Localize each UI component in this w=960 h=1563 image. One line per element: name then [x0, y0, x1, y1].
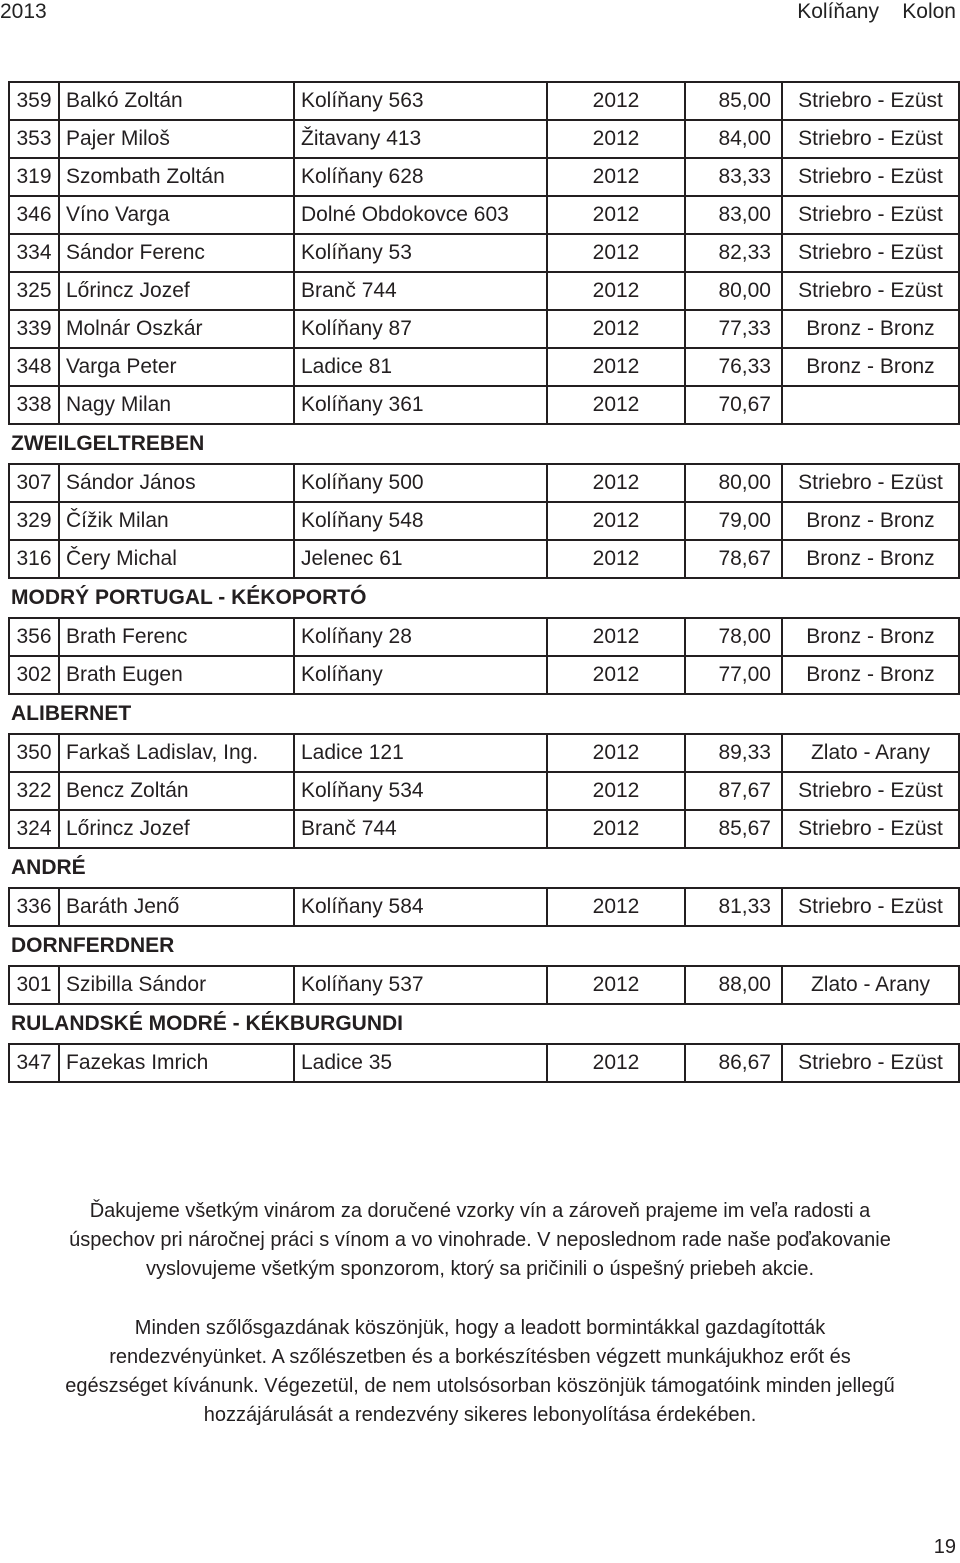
score-cell: 77,33: [685, 310, 782, 348]
entry-number-cell: 324: [9, 810, 59, 848]
table-row: [9, 386, 959, 424]
grower-address-cell: Kolíňany 628: [294, 158, 547, 196]
grower-name-cell: Fazekas Imrich: [59, 1044, 294, 1082]
footer-line: Ďakujeme všetkým vinárom za doručené vzorky vín a zároveň prajeme im veľa radosti a: [89, 1200, 871, 1222]
table-row: [9, 772, 959, 810]
score-cell: 70,67: [685, 386, 782, 424]
header-year: 2013: [0, 0, 47, 23]
score-cell: 76,33: [685, 348, 782, 386]
section-heading: ANDRÉ: [11, 856, 86, 879]
vintage-year-cell: 2012: [547, 82, 685, 120]
results-table: [8, 81, 960, 1083]
medal-cell: Striebro - Ezüst: [782, 272, 959, 310]
table-row: [9, 348, 959, 386]
page-number: 19: [933, 1536, 956, 1558]
entry-number-cell: 339: [9, 310, 59, 348]
table-row: [9, 888, 959, 926]
grower-name-cell: Brath Ferenc: [59, 618, 294, 656]
score-cell: 83,33: [685, 158, 782, 196]
table-row: [9, 810, 959, 848]
grower-address-cell: Kolíňany 361: [294, 386, 547, 424]
table-row: [9, 502, 959, 540]
score-cell: 83,00: [685, 196, 782, 234]
entry-number-cell: 359: [9, 82, 59, 120]
vintage-year-cell: 2012: [547, 310, 685, 348]
grower-address-cell: Ladice 81: [294, 348, 547, 386]
vintage-year-cell: 2012: [547, 272, 685, 310]
entry-number-cell: 348: [9, 348, 59, 386]
medal-cell: Striebro - Ezüst: [782, 82, 959, 120]
vintage-year-cell: 2012: [547, 120, 685, 158]
entry-number-cell: 356: [9, 618, 59, 656]
score-cell: 80,00: [685, 272, 782, 310]
table-row: [9, 966, 959, 1004]
grower-address-cell: Ladice 35: [294, 1044, 547, 1082]
vintage-year-cell: 2012: [547, 196, 685, 234]
medal-cell: Striebro - Ezüst: [782, 810, 959, 848]
score-cell: 78,00: [685, 618, 782, 656]
footer-line: úspechov pri náročnej práci s vínom a vo vinohrade. V neposlednom rade naše poďakovanie: [69, 1229, 891, 1251]
table-row: [9, 120, 959, 158]
thanks-hungarian: [0, 1314, 960, 1430]
footer-line: hozzájárulását a rendezvény sikeres lebonyolítása érdekében.: [203, 1404, 757, 1426]
medal-cell: Striebro - Ezüst: [782, 772, 959, 810]
table-row: [9, 272, 959, 310]
page-header: [0, 0, 960, 26]
grower-name-cell: Varga Peter: [59, 348, 294, 386]
entry-number-cell: 325: [9, 272, 59, 310]
grower-name-cell: Lőrincz Jozef: [59, 810, 294, 848]
vintage-year-cell: 2012: [547, 348, 685, 386]
section-heading: DORNFERDNER: [11, 934, 175, 957]
vintage-year-cell: 2012: [547, 734, 685, 772]
medal-cell: Bronz - Bronz: [782, 656, 959, 694]
grower-name-cell: Pajer Miloš: [59, 120, 294, 158]
medal-cell: Bronz - Bronz: [782, 540, 959, 578]
section-heading-row: [9, 694, 959, 734]
footer-line: vyslovujeme všetkým sponzorom, ktorý sa pričinili o úspešný priebeh akcie.: [145, 1258, 815, 1280]
section-heading-row: [9, 424, 959, 464]
vintage-year-cell: 2012: [547, 656, 685, 694]
vintage-year-cell: 2012: [547, 502, 685, 540]
medal-cell: Striebro - Ezüst: [782, 234, 959, 272]
grower-name-cell: Molnár Oszkár: [59, 310, 294, 348]
medal-cell: Bronz - Bronz: [782, 310, 959, 348]
entry-number-cell: 347: [9, 1044, 59, 1082]
grower-address-cell: Kolíňany 537: [294, 966, 547, 1004]
table-row: [9, 656, 959, 694]
grower-name-cell: Sándor Ferenc: [59, 234, 294, 272]
score-cell: 80,00: [685, 464, 782, 502]
section-heading-row: [9, 926, 959, 966]
footer-line: Minden szőlősgazdának köszönjük, hogy a leadott bormintákkal gazdagították: [134, 1317, 826, 1339]
grower-address-cell: Žitavany 413: [294, 120, 547, 158]
grower-name-cell: Čery Michal: [59, 540, 294, 578]
score-cell: 89,33: [685, 734, 782, 772]
vintage-year-cell: 2012: [547, 464, 685, 502]
entry-number-cell: 338: [9, 386, 59, 424]
grower-name-cell: Lőrincz Jozef: [59, 272, 294, 310]
score-cell: 86,67: [685, 1044, 782, 1082]
medal-cell: Striebro - Ezüst: [782, 120, 959, 158]
entry-number-cell: 350: [9, 734, 59, 772]
medal-cell: [782, 386, 959, 424]
grower-address-cell: Jelenec 61: [294, 540, 547, 578]
table-row: [9, 82, 959, 120]
grower-name-cell: Čížik Milan: [59, 502, 294, 540]
entry-number-cell: 329: [9, 502, 59, 540]
score-cell: 79,00: [685, 502, 782, 540]
medal-cell: Bronz - Bronz: [782, 502, 959, 540]
vintage-year-cell: 2012: [547, 966, 685, 1004]
entry-number-cell: 319: [9, 158, 59, 196]
entry-number-cell: 346: [9, 196, 59, 234]
grower-address-cell: Kolíňany 534: [294, 772, 547, 810]
grower-name-cell: Brath Eugen: [59, 656, 294, 694]
vintage-year-cell: 2012: [547, 810, 685, 848]
vintage-year-cell: 2012: [547, 386, 685, 424]
score-cell: 84,00: [685, 120, 782, 158]
entry-number-cell: 302: [9, 656, 59, 694]
table-row: [9, 196, 959, 234]
section-heading: RULANDSKÉ MODRÉ - KÉKBURGUNDI: [11, 1012, 403, 1035]
medal-cell: Striebro - Ezüst: [782, 888, 959, 926]
section-heading-row: [9, 578, 959, 618]
table-row: [9, 234, 959, 272]
section-heading-row: [9, 848, 959, 888]
entry-number-cell: 322: [9, 772, 59, 810]
vintage-year-cell: 2012: [547, 158, 685, 196]
medal-cell: Striebro - Ezüst: [782, 1044, 959, 1082]
score-cell: 78,67: [685, 540, 782, 578]
score-cell: 85,00: [685, 82, 782, 120]
vintage-year-cell: 2012: [547, 540, 685, 578]
section-heading: ALIBERNET: [11, 702, 132, 725]
grower-address-cell: Branč 744: [294, 272, 547, 310]
medal-cell: Zlato - Arany: [782, 966, 959, 1004]
medal-cell: Striebro - Ezüst: [782, 464, 959, 502]
grower-address-cell: Kolíňany 500: [294, 464, 547, 502]
medal-cell: Bronz - Bronz: [782, 348, 959, 386]
footer-line: rendezvényünket. A szőlészetben és a borkészítésben végzett munkájukhoz erőt és: [109, 1346, 851, 1368]
vintage-year-cell: 2012: [547, 618, 685, 656]
entry-number-cell: 334: [9, 234, 59, 272]
section-heading: MODRÝ PORTUGAL - KÉKOPORTÓ: [11, 586, 367, 609]
grower-name-cell: Nagy Milan: [59, 386, 294, 424]
grower-address-cell: Kolíňany 584: [294, 888, 547, 926]
table-row: [9, 618, 959, 656]
grower-address-cell: Kolíňany 28: [294, 618, 547, 656]
score-cell: 77,00: [685, 656, 782, 694]
grower-address-cell: Kolíňany 563: [294, 82, 547, 120]
medal-cell: Bronz - Bronz: [782, 618, 959, 656]
entry-number-cell: 307: [9, 464, 59, 502]
table-row: [9, 158, 959, 196]
grower-address-cell: Ladice 121: [294, 734, 547, 772]
score-cell: 81,33: [685, 888, 782, 926]
thanks-slovak: [0, 1197, 960, 1284]
grower-name-cell: Farkaš Ladislav, Ing.: [59, 734, 294, 772]
grower-name-cell: Szibilla Sándor: [59, 966, 294, 1004]
grower-name-cell: Baráth Jenő: [59, 888, 294, 926]
score-cell: 87,67: [685, 772, 782, 810]
grower-name-cell: Szombath Zoltán: [59, 158, 294, 196]
entry-number-cell: 301: [9, 966, 59, 1004]
score-cell: 82,33: [685, 234, 782, 272]
grower-name-cell: Víno Varga: [59, 196, 294, 234]
table-row: [9, 540, 959, 578]
score-cell: 85,67: [685, 810, 782, 848]
table-row: [9, 734, 959, 772]
vintage-year-cell: 2012: [547, 772, 685, 810]
grower-name-cell: Bencz Zoltán: [59, 772, 294, 810]
grower-name-cell: Sándor János: [59, 464, 294, 502]
table-row: [9, 464, 959, 502]
header-title: Kolíňany Kolon: [797, 0, 956, 23]
vintage-year-cell: 2012: [547, 1044, 685, 1082]
table-row: [9, 1044, 959, 1082]
grower-address-cell: Kolíňany 53: [294, 234, 547, 272]
footer-line: egészséget kívánunk. Végezetül, de nem utolsósorban köszönjük támogatóink minden jellegű: [65, 1375, 895, 1397]
section-heading: ZWEILGELTREBEN: [11, 432, 205, 455]
medal-cell: Zlato - Arany: [782, 734, 959, 772]
medal-cell: Striebro - Ezüst: [782, 158, 959, 196]
entry-number-cell: 353: [9, 120, 59, 158]
entry-number-cell: 316: [9, 540, 59, 578]
results-table-wrapper: [8, 81, 960, 1083]
results-table-body: [9, 82, 959, 1082]
vintage-year-cell: 2012: [547, 888, 685, 926]
score-cell: 88,00: [685, 966, 782, 1004]
entry-number-cell: 336: [9, 888, 59, 926]
medal-cell: Striebro - Ezüst: [782, 196, 959, 234]
grower-address-cell: Kolíňany 548: [294, 502, 547, 540]
vintage-year-cell: 2012: [547, 234, 685, 272]
grower-name-cell: Balkó Zoltán: [59, 82, 294, 120]
grower-address-cell: Branč 744: [294, 810, 547, 848]
section-heading-row: [9, 1004, 959, 1044]
table-row: [9, 310, 959, 348]
grower-address-cell: Kolíňany: [294, 656, 547, 694]
grower-address-cell: Kolíňany 87: [294, 310, 547, 348]
grower-address-cell: Dolné Obdokovce 603: [294, 196, 547, 234]
